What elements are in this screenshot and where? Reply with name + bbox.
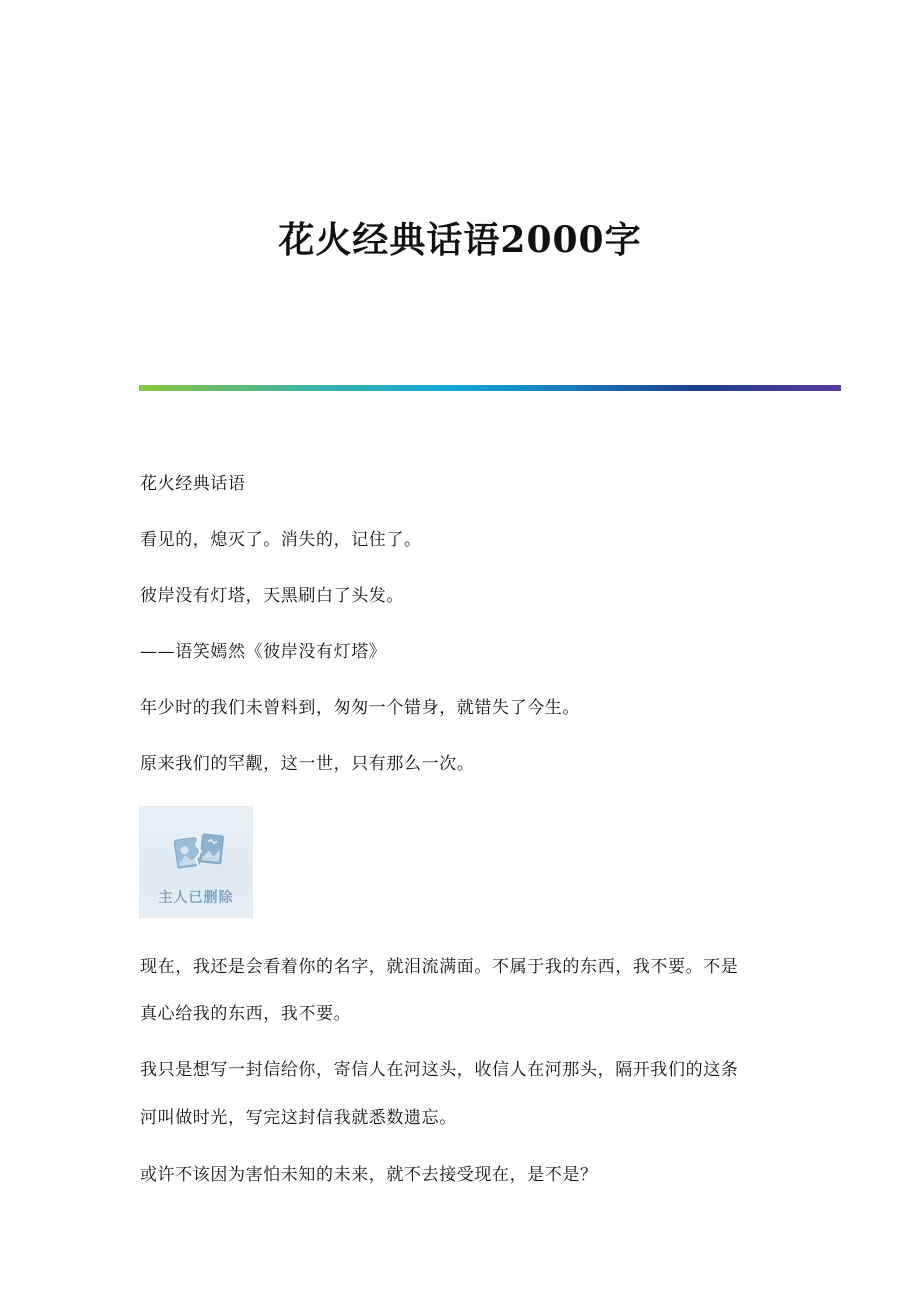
deleted-image-placeholder [139,806,253,918]
broken-photo-icon [174,833,224,871]
paragraph: 原来我们的罕觏，这一世，只有那么一次。 [140,754,475,774]
paragraph: 现在，我还是会看着你的名字，就泪流满面。不属于我的东西，我不要。不是 [140,957,739,977]
paragraph: 花火经典话语 [140,474,246,494]
paragraph: 看见的，熄灭了。消失的，记住了。 [140,530,422,550]
paragraph: ——语笑嫣然《彼岸没有灯塔》 [140,642,387,662]
paragraph: 年少时的我们未曾料到，匆匆一个错身，就错失了今生。 [140,698,580,718]
paragraph: 我只是想写一封信给你，寄信人在河这头，收信人在河那头，隔开我们的这条 [140,1060,739,1080]
paragraph: 真心给我的东西，我不要。 [140,1004,352,1024]
paragraph: 河叫做时光，写完这封信我就悉数遗忘。 [140,1108,457,1128]
gradient-divider [139,385,841,391]
document-title: 花火经典话语2000字 [278,219,642,261]
deleted-image-caption: 主人已删除 [158,890,234,906]
paragraph: 或许不该因为害怕未知的未来，就不去接受现在，是不是？ [140,1165,598,1185]
paragraph: 彼岸没有灯塔，天黑刷白了头发。 [140,586,404,606]
